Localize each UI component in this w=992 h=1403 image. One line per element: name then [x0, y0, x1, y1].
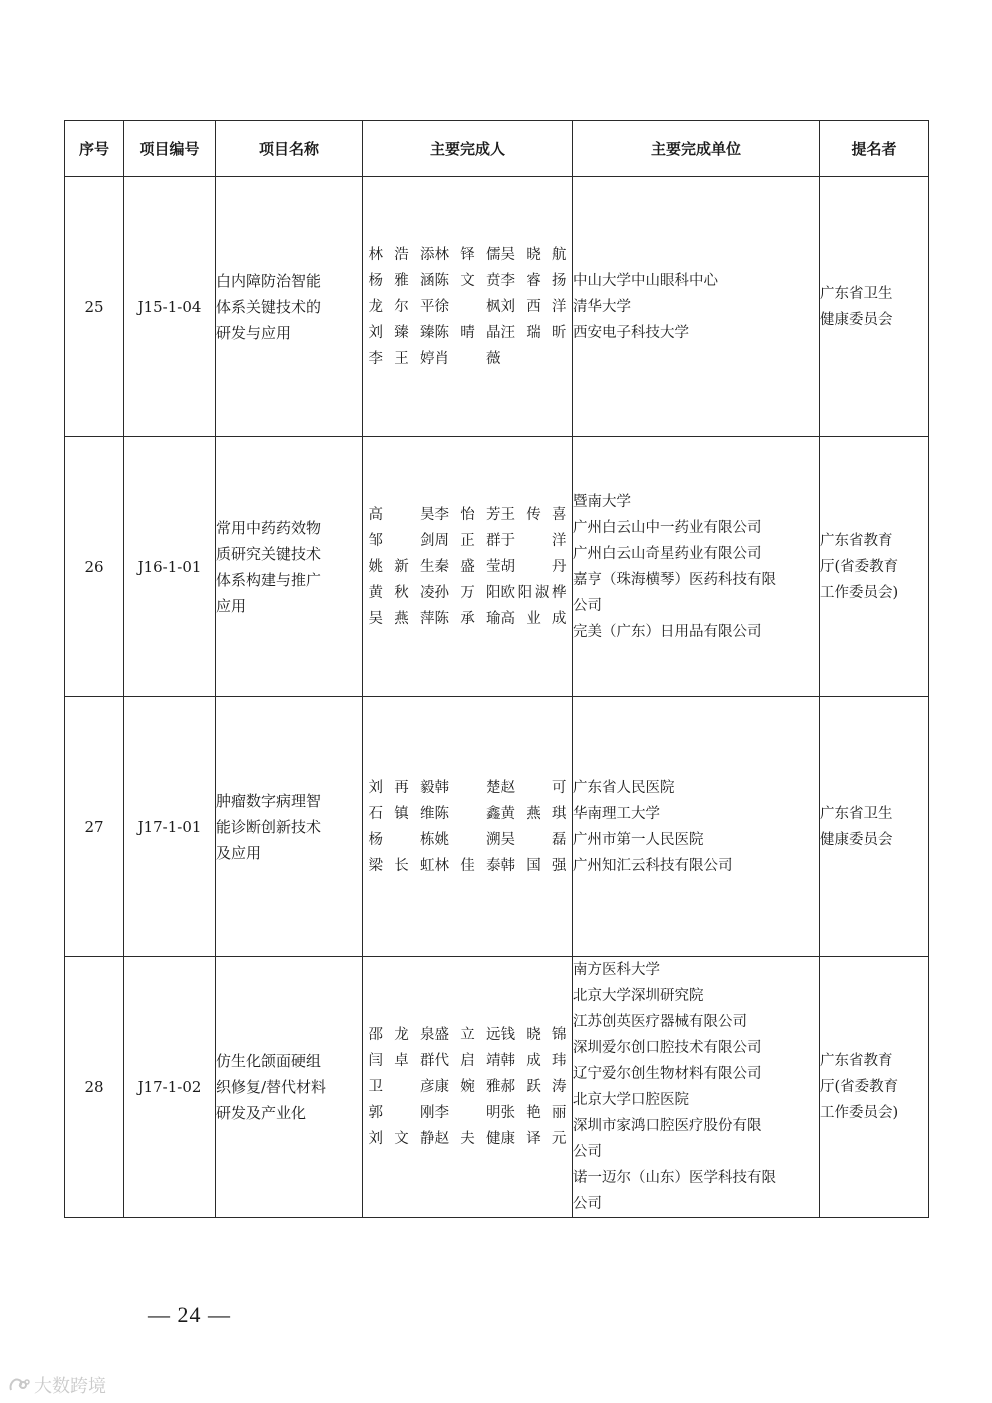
row-units-line: 广州白云山中一药业有限公司 — [573, 519, 762, 536]
header-name: 项目名称 — [216, 121, 363, 177]
row-seq: 27 — [65, 697, 124, 957]
row-units-line: 广州知汇云科技有限公司 — [573, 857, 733, 874]
person-name: 周正群 — [434, 532, 501, 549]
person-name: 韩成玮 — [500, 1053, 567, 1069]
header-code: 项目编号 — [124, 121, 216, 177]
person-name: 卫 彦 — [368, 1079, 435, 1095]
person-name: 吴晓航 — [500, 246, 567, 263]
page-number: — 24 — — [148, 1302, 231, 1327]
person-name: 代启靖 — [434, 1053, 501, 1069]
row-nominator — [820, 177, 929, 437]
row-units-line: 南方医科大学 — [573, 962, 660, 978]
awards-table — [64, 120, 929, 1218]
row-project-name-line: 研发与应用 — [216, 323, 292, 342]
row-units-line: 广东省人民医院 — [573, 779, 675, 796]
person-name: 吴 磊 — [500, 831, 567, 848]
person-name: 肖 薇 — [434, 350, 501, 367]
person-name: 刘再毅 — [368, 779, 435, 796]
row-units-line: 北京大学口腔医院 — [573, 1092, 689, 1108]
row-code: J16-1-01 — [124, 437, 216, 697]
person-name: 杨雅涵 — [368, 272, 435, 289]
person-name: 秦盛莹 — [434, 558, 501, 575]
row-project-name — [216, 957, 363, 1218]
row-code: J17-1-02 — [124, 957, 216, 1218]
row-units-line: 西安电子科技大学 — [573, 324, 689, 341]
person-name: 杨 栋 — [368, 831, 435, 848]
person-name: 刘文静 — [368, 1131, 435, 1147]
person-name: 龙尔平 — [368, 298, 435, 315]
header-people: 主要完成人 — [363, 121, 573, 177]
row-nominator — [820, 697, 929, 957]
person-name: 李睿扬 — [500, 272, 567, 289]
person-name: 邵龙泉 — [368, 1027, 435, 1043]
person-name: 高 昊 — [368, 506, 435, 523]
person-name: 陈承瑜 — [434, 610, 501, 627]
row-units-line: 深圳市家鸿口腔医疗股份有限 — [573, 1118, 762, 1134]
row-nominator-line: 工作委员会) — [820, 584, 899, 601]
row-units-line: 公司 — [573, 1144, 602, 1160]
person-name: 韩 楚 — [434, 779, 501, 796]
row-project-name-line: 质研究关键技术 — [216, 544, 322, 563]
person-name: 郝跃涛 — [500, 1079, 567, 1095]
people-grid — [363, 242, 572, 372]
row-code: J15-1-04 — [124, 177, 216, 437]
row-nominator — [820, 957, 929, 1218]
row-units-line: 中山大学中山眼科中心 — [573, 272, 718, 289]
table-row — [65, 957, 929, 1218]
person-name: 高业成 — [500, 610, 567, 627]
person-name: 胡 丹 — [500, 558, 567, 575]
watermark — [8, 1372, 106, 1398]
person-name: 梁长虹 — [368, 857, 435, 874]
row-project-name-line: 能诊断创新技术 — [216, 817, 322, 836]
row-units — [573, 177, 820, 437]
row-project-name-line: 仿生化颌面硬组 — [216, 1052, 322, 1070]
person-name: 王传喜 — [500, 506, 567, 523]
watermark-text: 大数跨境 — [34, 1376, 106, 1397]
person-name: 郭 刚 — [368, 1105, 435, 1121]
people-grid — [363, 1022, 572, 1152]
person-name: 李王婷 — [368, 350, 435, 367]
header-seq: 序号 — [65, 121, 124, 177]
row-units-line: 嘉亨（珠海横琴）医药科技有限 — [573, 571, 776, 588]
person-name: 黄秋凌 — [368, 584, 435, 601]
person-name: 于 洋 — [500, 532, 567, 549]
row-nominator-line: 厅(省委教育 — [820, 558, 899, 575]
row-nominator-line: 工作委员会) — [820, 1105, 899, 1121]
row-units-line: 华南理工大学 — [573, 805, 660, 822]
person-name: 陈文贲 — [434, 272, 501, 289]
row-project-name — [216, 437, 363, 697]
row-units — [573, 437, 820, 697]
row-nominator-line: 健康委员会 — [820, 311, 893, 328]
row-code: J17-1-01 — [124, 697, 216, 957]
person-name: 徐 枫 — [434, 298, 501, 315]
row-people — [363, 177, 573, 437]
row-people — [363, 437, 573, 697]
row-seq: 25 — [65, 177, 124, 437]
row-project-name-line: 体系构建与推广 — [216, 570, 322, 589]
person-name: 李 明 — [434, 1105, 501, 1121]
person-name: 刘臻臻 — [368, 324, 435, 341]
row-units-line: 广州白云山奇星药业有限公司 — [573, 545, 762, 562]
row-units-line: 广州市第一人民医院 — [573, 831, 704, 848]
person-name: 林佳泰 — [434, 857, 501, 874]
table-row — [65, 697, 929, 957]
person-name: 盛立远 — [434, 1027, 501, 1043]
person-name: 石镇维 — [368, 805, 435, 822]
header-nominator: 提名者 — [820, 121, 929, 177]
row-project-name-line: 应用 — [216, 596, 247, 615]
person-name: 林铎儒 — [434, 246, 501, 263]
row-units-line: 公司 — [573, 1196, 602, 1212]
person-name: 孙万阳 — [434, 584, 501, 601]
table-row — [65, 177, 929, 437]
row-units — [573, 957, 820, 1218]
person-name: 闫卓群 — [368, 1053, 435, 1069]
row-project-name-line: 织修复/替代材料 — [216, 1078, 327, 1096]
person-name: 汪瑞昕 — [500, 324, 567, 341]
table-header-row — [65, 121, 929, 177]
person-name: 吴燕萍 — [368, 610, 435, 627]
row-nominator-line: 广东省卫生 — [820, 805, 893, 822]
row-nominator — [820, 437, 929, 697]
person-name: 姚新生 — [368, 558, 435, 575]
person-name: 陈 鑫 — [434, 805, 501, 822]
header-units: 主要完成单位 — [573, 121, 820, 177]
row-nominator-line: 厅(省委教育 — [820, 1079, 899, 1095]
row-nominator-line: 广东省卫生 — [820, 285, 893, 302]
row-nominator-line: 广东省教育 — [820, 532, 893, 549]
row-project-name-line: 及应用 — [216, 843, 262, 862]
row-nominator-line: 健康委员会 — [820, 831, 893, 848]
row-project-name — [216, 697, 363, 957]
person-name: 赵 可 — [500, 779, 567, 796]
row-units — [573, 697, 820, 957]
row-people — [363, 957, 573, 1218]
person-name: 陈晴晶 — [434, 324, 501, 341]
row-units-line: 清华大学 — [573, 298, 631, 315]
person-name: 韩国强 — [500, 857, 567, 874]
person-name: 欧阳淑桦 — [500, 584, 567, 601]
row-project-name-line: 常用中药药效物 — [216, 518, 322, 537]
person-name: 康译元 — [500, 1131, 567, 1147]
row-project-name — [216, 177, 363, 437]
person-name: 姚 溯 — [434, 831, 501, 848]
row-units-line: 深圳爱尔创口腔技术有限公司 — [573, 1040, 762, 1056]
person-name: 邹 剑 — [368, 532, 435, 549]
row-seq: 28 — [65, 957, 124, 1218]
row-seq: 26 — [65, 437, 124, 697]
row-project-name-line: 体系关键技术的 — [216, 297, 322, 316]
row-units-line: 完美（广东）日用品有限公司 — [573, 623, 762, 640]
row-units-line: 暨南大学 — [573, 493, 631, 510]
row-units-line: 公司 — [573, 597, 602, 614]
person-name: 康婉雅 — [434, 1079, 501, 1095]
person-name: 林浩添 — [368, 246, 435, 263]
row-project-name-line: 白内障防治智能 — [216, 271, 322, 290]
row-nominator-line: 广东省教育 — [820, 1053, 893, 1069]
person-name: 赵夫健 — [434, 1131, 501, 1147]
person-name: 张艳丽 — [500, 1105, 567, 1121]
people-grid — [363, 502, 572, 632]
person-name: 钱晓锦 — [500, 1027, 567, 1043]
person-name: 李怡芳 — [434, 506, 501, 523]
person-name: 刘西洋 — [500, 298, 567, 315]
row-project-name-line: 研发及产业化 — [216, 1104, 307, 1122]
row-people — [363, 697, 573, 957]
people-grid — [363, 775, 572, 879]
person-name: 黄燕琪 — [500, 805, 567, 822]
row-units-line: 诺一迈尔（山东）医学科技有限 — [573, 1170, 776, 1186]
table-row — [65, 437, 929, 697]
row-units-line: 北京大学深圳研究院 — [573, 988, 704, 1004]
watermark-logo-icon — [8, 1376, 30, 1394]
row-units-line: 江苏创英医疗器械有限公司 — [573, 1014, 747, 1030]
row-units-line: 辽宁爱尔创生物材料有限公司 — [573, 1066, 762, 1082]
row-project-name-line: 肿瘤数字病理智 — [216, 791, 322, 810]
